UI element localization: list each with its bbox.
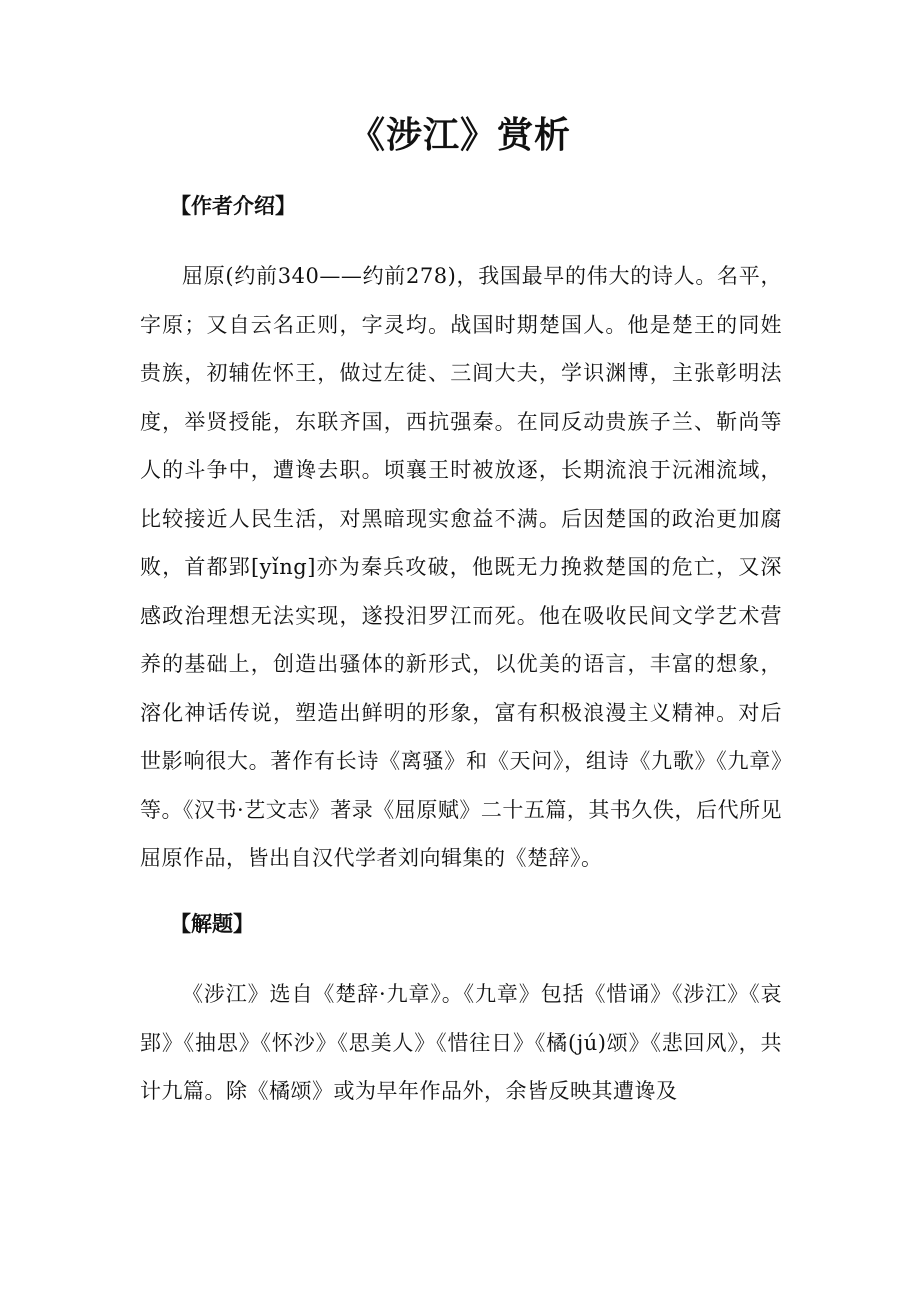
author-intro-paragraph: 屈原(约前340——约前278)，我国最早的伟大的诗人。名平，字原；又自云名正则，字灵均。战国时期楚国人。他是楚王的同姓贵族，初辅佐怀王，做过左徒、三闾大夫，学识渊博，主张彰明法度，举贤授能，东联齐国，西抗强秦。在同反动贵族子兰、靳尚等人的斗争中，遭谗去职。顷襄王时被放逐，长期流浪于沅湘流域，比较接近人民生活，对黑暗现实愈益不满。后因楚国的政治更加腐败，首都郢[yǐng]亦为秦兵攻破，他既无力挽救楚国的危亡，又深感政治理想无法实现，遂投汨罗江而死。他在吸收民间文学艺术营养的基础上，创造出骚体的新形式，以优美的语言，丰富的想象，溶化神话传说，塑造出鲜明的形象，富有积极浪漫主义精神。对后世影响很大。著作有长诗《离骚》和《天问》，组诗《九歌》《九章》等。《汉书·艺文志》著录《屈原赋》二十五篇，其书久佚，后代所见屈原作品，皆出自汉代学者刘向辑集的《楚辞》。 bbox=[140, 264, 782, 870]
section-heading-author-intro: 【作者介绍】 bbox=[170, 194, 296, 218]
section-heading-explanation: 【解题】 bbox=[170, 912, 254, 936]
explanation-paragraph: 《涉江》选自《楚辞·九章》。《九章》包括《惜诵》《涉江》《哀郢》《抽思》《怀沙》《思美人》《惜往日》《橘(jú)颂》《悲回风》，共计九篇。除《橘颂》或为早年作品外，余皆反映其遭谗及 bbox=[140, 982, 782, 1103]
page-title: 《涉江》赏析 bbox=[348, 115, 571, 156]
